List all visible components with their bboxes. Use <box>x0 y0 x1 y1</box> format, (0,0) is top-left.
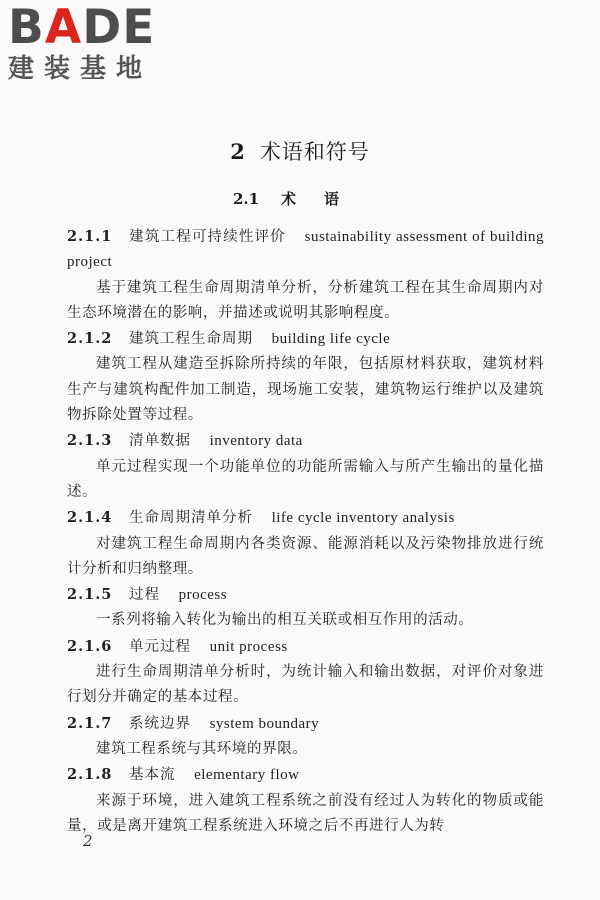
brand-logo <box>8 0 178 84</box>
term-definition: 对建筑工程生命周期内各类资源、能源消耗以及污染物排放进行统计分析和归纳整理。 <box>67 535 544 577</box>
term-header <box>67 326 544 352</box>
section-heading <box>0 188 600 209</box>
chapter-heading <box>0 136 600 166</box>
section-number: 2.1 <box>232 190 260 208</box>
term-definition: 建筑工程从建造至拆除所持续的年限，包括原材料获取，建筑材料生产与建筑构配件加工制造，现场施工安装，建筑物运行维护以及建筑物拆除处置等过程。 <box>67 356 544 424</box>
term-header <box>67 224 544 276</box>
term-header <box>67 762 544 788</box>
term-header <box>67 582 544 608</box>
term-english: system boundary <box>209 715 320 732</box>
term-code: 2.1.6 <box>67 637 113 655</box>
section-title: 术语 <box>281 190 368 208</box>
term-english: process <box>178 587 228 604</box>
term-chinese: 生命周期清单分析 <box>128 510 253 527</box>
term-header <box>67 428 544 454</box>
logo-accent-letter: A <box>44 0 83 55</box>
term-english: building life cycle <box>271 331 391 348</box>
term-chinese: 单元过程 <box>128 638 191 655</box>
chapter-title: 术语和符号 <box>259 140 370 164</box>
term-english: unit process <box>209 638 288 655</box>
term-definition: 进行生命周期清单分析时，为统计输入和输出数据，对评价对象进行划分并确定的基本过程。 <box>67 664 544 706</box>
term-entry-2-1-2 <box>67 326 544 428</box>
term-definition: 单元过程实现一个功能单位的功能所需输入与所产生输出的量化描述。 <box>67 458 544 500</box>
logo-letters-1: B <box>8 0 45 55</box>
term-definition: 建筑工程系统与其环境的界限。 <box>96 740 308 757</box>
term-definition: 基于建筑工程生命周期清单分析，分析建筑工程在其生命周期内对生态环境潜在的影响，并描述或说明其影响程度。 <box>67 279 544 321</box>
term-code: 2.1.5 <box>67 586 113 604</box>
term-definition: 来源于环境，进入建筑工程系统之前没有经过人为转化的物质或能量，或是离开建筑工程系统进入环境之后不再进行人为转 <box>67 792 544 834</box>
term-code: 2.1.8 <box>67 766 113 784</box>
term-entry-2-1-6 <box>67 634 544 711</box>
term-code: 2.1.4 <box>67 509 113 527</box>
term-header <box>67 711 544 737</box>
term-english: inventory data <box>209 433 303 450</box>
term-code: 2.1.7 <box>67 714 113 732</box>
chapter-number: 2 <box>230 139 246 164</box>
term-english: sustainability assessment of building project <box>67 229 545 271</box>
logo-letters-2: DE <box>82 0 156 55</box>
logo-wordmark <box>8 0 178 55</box>
term-code: 2.1.2 <box>67 330 113 348</box>
term-chinese: 清单数据 <box>128 433 191 450</box>
term-entry-2-1-8 <box>67 762 544 839</box>
term-english: life cycle inventory analysis <box>271 510 455 527</box>
term-header <box>67 634 544 660</box>
term-entry-2-1-4 <box>67 505 544 582</box>
term-header <box>67 505 544 531</box>
term-entry-2-1-7 <box>67 711 544 763</box>
logo-subtitle: 建装基地 <box>8 54 153 84</box>
term-code: 2.1.3 <box>67 432 113 450</box>
term-chinese: 基本流 <box>128 767 176 784</box>
term-chinese: 系统边界 <box>128 715 191 732</box>
term-chinese: 建筑工程生命周期 <box>128 331 253 348</box>
page-number: 2 <box>83 832 93 850</box>
term-chinese: 建筑工程可持续性评价 <box>129 229 286 245</box>
term-entry-2-1-3 <box>67 428 544 505</box>
term-chinese: 过程 <box>128 587 160 604</box>
term-entry-2-1-5 <box>67 582 544 634</box>
term-entry-2-1-1 <box>67 224 544 326</box>
term-english: elementary flow <box>194 767 300 784</box>
term-definition: 一系列将输入转化为输出的相互关联或相互作用的活动。 <box>96 612 474 629</box>
term-code: 2.1.1 <box>67 228 113 245</box>
terms-list <box>67 224 544 839</box>
